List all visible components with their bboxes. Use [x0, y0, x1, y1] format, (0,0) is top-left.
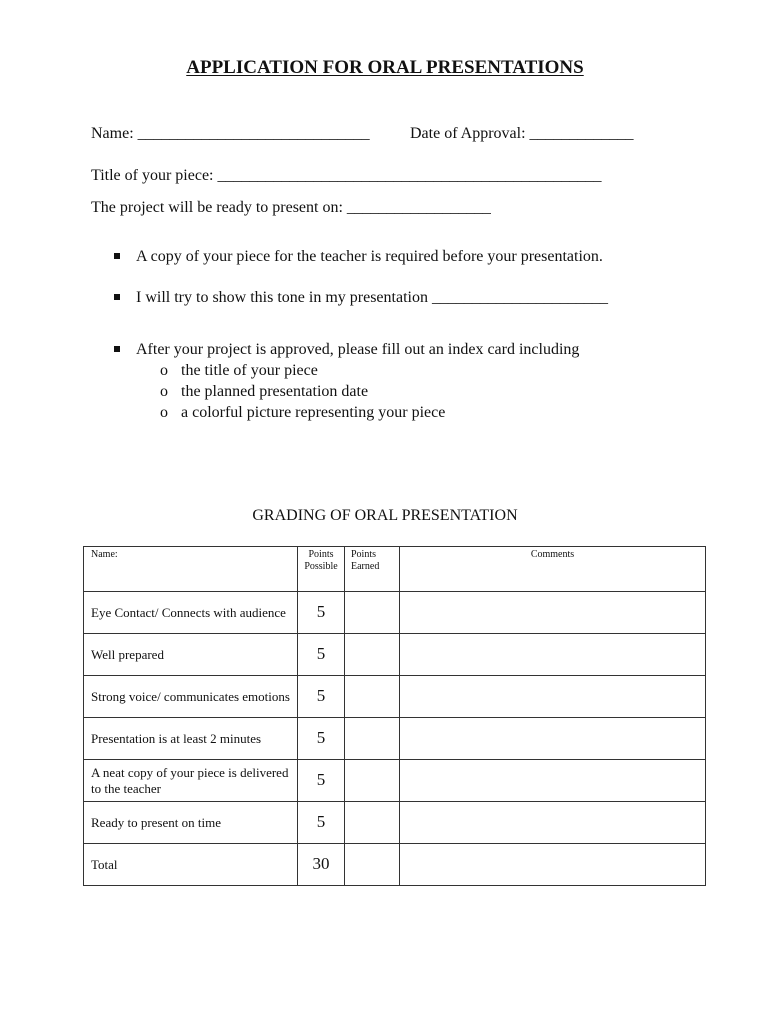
header-points-possible-line2: Possible: [304, 561, 338, 572]
criterion-cell: A neat copy of your piece is delivered to the teacher: [84, 760, 298, 802]
points-possible-value: 5: [316, 602, 326, 621]
hollow-circle-bullet-icon: o: [160, 383, 168, 400]
document-title: APPLICATION FOR ORAL PRESENTATIONS: [186, 57, 584, 78]
header-points-possible-line1: Points: [308, 549, 334, 560]
points-possible-cell: [298, 676, 345, 718]
points-possible-cell: [298, 802, 345, 844]
date-of-approval-field[interactable]: Date of Approval: _____________: [410, 125, 634, 142]
square-bullet-icon: [114, 253, 120, 259]
points-possible-value: 5: [316, 812, 326, 831]
sub-list-text: the planned presentation date: [181, 383, 369, 400]
table-header-row: [84, 547, 706, 592]
grading-title: GRADING OF ORAL PRESENTATION: [252, 507, 518, 524]
points-possible-value: 5: [316, 644, 326, 663]
tone-field[interactable]: I will try to show this tone in my presentation ______________________: [136, 289, 608, 306]
square-bullet-icon: [114, 294, 120, 300]
square-bullet-icon: [114, 346, 120, 352]
criterion-cell: Eye Contact/ Connects with audience: [84, 592, 298, 634]
comments-cell[interactable]: [400, 802, 706, 844]
comments-cell[interactable]: [400, 718, 706, 760]
table-row: [84, 676, 706, 718]
points-earned-cell[interactable]: [345, 634, 400, 676]
sub-list-text: a colorful picture representing your piece: [181, 404, 446, 421]
bullet-text: After your project is approved, please fill out an index card including: [136, 341, 580, 358]
bullet-text: A copy of your piece for the teacher is required before your presentation.: [136, 248, 603, 265]
sub-list-item: [160, 404, 446, 476]
criterion-cell: Presentation is at least 2 minutes: [84, 718, 298, 760]
points-possible-value: 5: [316, 728, 326, 747]
sub-list-text: the title of your piece: [181, 362, 318, 379]
total-label-cell: Total: [84, 844, 298, 886]
hollow-circle-bullet-icon: o: [160, 404, 168, 421]
table-row: [84, 592, 706, 634]
total-points-possible-value: 30: [312, 854, 330, 873]
header-name-cell[interactable]: [84, 547, 298, 592]
comments-cell[interactable]: [400, 676, 706, 718]
comments-cell[interactable]: [400, 592, 706, 634]
hollow-circle-bullet-icon: o: [160, 362, 168, 379]
criterion-cell: Ready to present on time: [84, 802, 298, 844]
name-field[interactable]: Name: _____________________________: [91, 125, 370, 142]
points-earned-cell[interactable]: [345, 676, 400, 718]
points-earned-cell[interactable]: [345, 802, 400, 844]
criterion-cell: Strong voice/ communicates emotions: [84, 676, 298, 718]
table-row: [84, 760, 706, 802]
points-possible-cell: [298, 634, 345, 676]
header-points-possible: [298, 547, 345, 592]
points-earned-cell[interactable]: [345, 592, 400, 634]
points-possible-cell: [298, 760, 345, 802]
comments-cell[interactable]: [400, 760, 706, 802]
total-points-earned-cell[interactable]: [345, 844, 400, 886]
points-earned-cell[interactable]: [345, 718, 400, 760]
ready-date-field[interactable]: The project will be ready to present on: __________________: [91, 199, 491, 216]
header-points-earned: [345, 547, 400, 592]
points-possible-value: 5: [316, 686, 326, 705]
points-earned-cell[interactable]: [345, 760, 400, 802]
total-points-possible-cell: [298, 844, 345, 886]
header-name-label: Name:: [91, 549, 118, 560]
header-comments: Comments: [400, 547, 706, 592]
table-row: [84, 634, 706, 676]
table-row: [84, 802, 706, 844]
header-points-earned-line1: Points: [351, 549, 377, 560]
total-comments-cell[interactable]: [400, 844, 706, 886]
comments-cell[interactable]: [400, 634, 706, 676]
grading-table: [83, 546, 706, 886]
table-row-total: [84, 844, 706, 886]
points-possible-value: 5: [316, 770, 326, 789]
title-of-piece-field[interactable]: Title of your piece: ________________________________________________: [91, 167, 602, 184]
table-row: [84, 718, 706, 760]
criterion-cell: Well prepared: [84, 634, 298, 676]
points-possible-cell: [298, 718, 345, 760]
header-points-earned-line2: Earned: [351, 561, 380, 572]
points-possible-cell: [298, 592, 345, 634]
